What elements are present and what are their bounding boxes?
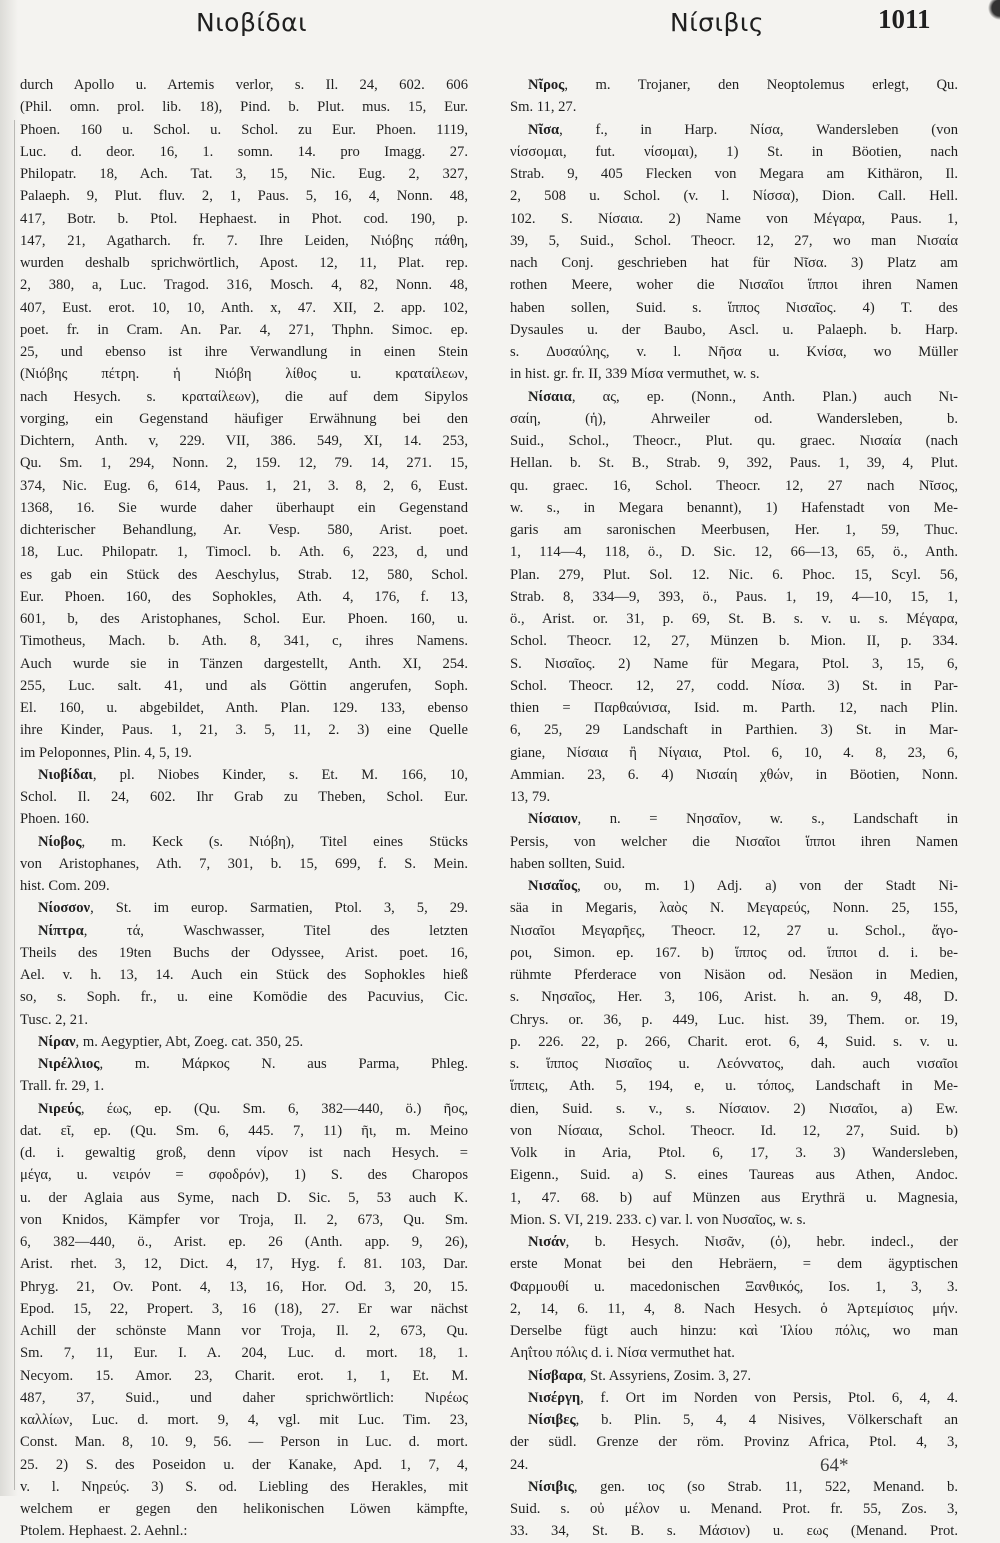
page-edge-shadow (0, 0, 18, 1496)
text-line (510, 230, 958, 252)
line-text: Νισαῖοι Μεγαρῆες, Theocr. 12, 27 u. Schol., ἄγο- (510, 922, 958, 939)
line-text: (Νιόβης πέτρη. ἡ Νιόβη λίθος u. κραταίλεων, (20, 366, 468, 383)
text-line (510, 1098, 958, 1120)
entry-headword: Νίοσσον (38, 900, 91, 917)
entry-first-line (510, 1365, 958, 1387)
entry-headword: Νίσιβις (528, 1478, 574, 1495)
line-text: nach Conj. geschrieben hat für Νῖσα. 3) Platz am (510, 255, 958, 271)
line-text: Eigenn., Suid. a) S. eines Taureas aus Athen, Andoc. (510, 1167, 958, 1184)
entry-first-line (20, 1031, 468, 1053)
text-line (510, 408, 958, 430)
line-text: , ας, ep. (Nonn., Anth. Plan.) auch Νι- (571, 388, 958, 405)
text-line (510, 452, 958, 474)
line-text: Suid., Schol., Theocr., Plut. qu. graec. Νισαία (nach (510, 433, 958, 449)
text-line (510, 497, 958, 519)
line-text: w. s., in Megara benannt), 1) Hafenstadt von Me- (510, 499, 958, 516)
line-text: , m. Trojaner, den Neoptolemus erlegt, Qu. (564, 77, 958, 93)
text-line (510, 1120, 958, 1142)
line-text: in hist. gr. fr. II, 339 Μίσα vermuthet, w. s. (510, 366, 760, 383)
text-line (510, 163, 958, 185)
line-text: S. Νισαῖος. 2) Name für Megara, Ptol. 3, 15, 6, (510, 655, 958, 672)
entry-headword: Νῖρος (528, 77, 565, 93)
text-line (20, 497, 468, 519)
line-text: Volk in Aria, Ptol. 6, 17, 3. 3) Wandersleben, (510, 1145, 958, 1161)
line-text: , ου, m. 1) Adj. a) von der Stadt Ni- (577, 878, 958, 894)
text-line (20, 1187, 468, 1209)
text-line (20, 630, 468, 652)
text-line (510, 185, 958, 207)
entry-headword: Νισάν (528, 1234, 566, 1250)
text-line (510, 920, 958, 942)
entry-headword: Νίσβαρα (528, 1367, 583, 1384)
line-text: 1, 47. 68. b) auf Münzen aus Erythrä u. Magnesia, (510, 1189, 958, 1206)
line-text: Phryg. 21, Ov. Pont. 4, 13, 16, Hor. Od. 3, 20, 15. (20, 1278, 468, 1295)
line-text: 24. (510, 1456, 529, 1473)
line-text: Palaeph. 9, Plut. fluv. 2, 1, Paus. 5, 16, 4, Nonn. 48, (20, 188, 468, 205)
text-line (510, 675, 958, 697)
entry-headword: Νιρεύς (38, 1100, 81, 1117)
text-line (20, 74, 468, 96)
line-text: , gen. ιος (so Strab. 11, 522, Menand. b. (573, 1478, 958, 1495)
line-text: Necyom. 15. Amor. 23, Charit. erot. 1, 1, Et. M. (20, 1367, 468, 1384)
text-line (510, 475, 958, 497)
text-line (20, 1142, 468, 1164)
line-text: der südl. Grenze der röm. Provinz Africa, Ptol. 4, 3, (510, 1434, 958, 1451)
text-line (510, 1498, 958, 1520)
line-text: Const. Man. 8, 10. 9, 56. — Person in Luc. d. mort. (20, 1434, 468, 1451)
line-text: 18, Luc. Philopatr. 1, Timocl. b. Ath. 6, 223, d, und (20, 544, 468, 561)
entry-first-line (510, 875, 958, 897)
text-line (20, 1365, 468, 1387)
line-text: dat. εῖ, ep. (Qu. Sm. 6, 445. 7, 11) ῆι, m. Meino (20, 1122, 468, 1139)
entry-first-line (510, 119, 958, 141)
line-text: 25. 2) S. des Poseidon u. der Kanake, Apd. 1, 7, 4, (20, 1456, 468, 1473)
text-line (20, 786, 468, 808)
text-line (20, 697, 468, 719)
text-line (20, 274, 468, 296)
text-line (20, 942, 468, 964)
text-line (510, 541, 958, 563)
entry-headword: Νίπτρα (38, 922, 84, 939)
line-text: giane, Νίσαια ἢ Νίγαια, Ptol. 6, 10, 4. 8, 23, 6, (510, 744, 958, 761)
line-text: Αηΐτου πόλις d. i. Νίσα vermuthet hat. (510, 1345, 735, 1362)
text-line (20, 163, 468, 185)
text-line (510, 274, 958, 296)
entry-first-line (510, 1476, 958, 1498)
text-line (20, 742, 468, 764)
line-text: νίσσομαι, fut. νίσομαι), 1) St. in Böotien, nach (510, 143, 958, 160)
text-line (20, 386, 468, 408)
line-text: , f. Ort im Norden von Persis, Ptol. 6, 4, 4. (580, 1389, 958, 1406)
text-line (510, 1454, 958, 1476)
text-line (20, 1075, 468, 1097)
line-text: 417, Botr. b. Ptol. Hephaest. in Phot. cod. 190, p. (20, 210, 468, 227)
entry-headword: Νίσαιον (528, 811, 578, 828)
line-text: Theils des 19ten Buchs der Odyssee, Arist. poet. 16, (20, 944, 468, 961)
line-text: μέγα, u. νειρόν = σφοδρόν), 1) S. des Charopos (20, 1167, 468, 1184)
text-line (20, 1520, 468, 1542)
text-line (20, 185, 468, 207)
text-line (510, 853, 958, 875)
line-text: (Phil. omn. prol. lib. 18), Pind. b. Plut. mus. 15, Eur. (20, 99, 468, 116)
line-text: Achill der schönste Mann vor Troja, Il. 2, 673, Qu. (20, 1323, 468, 1339)
line-text: so, s. Soph. fr., u. eine Komödie des Pacuvius, Cic. (20, 989, 468, 1006)
text-line (20, 363, 468, 385)
line-text: , έως, ep. (Qu. Sm. 6, 382—440, ö.) ῆος, (80, 1100, 468, 1117)
line-text: s. ἵππος Νισαῖος u. Λεόννατος, dah. auch νισαῖοι (510, 1056, 958, 1072)
line-text: , m. Aegyptier, Abt, Zoeg. cat. 350, 25. (75, 1033, 304, 1050)
text-line (510, 1431, 958, 1453)
line-text: 1, 114—4, 118, ö., D. Sic. 12, 66—13, 65, ö., Anth. (510, 544, 958, 561)
line-text: Φαρμουθί u. macedonischen Ξανθικός, Ios. 1, 3, 3. (510, 1278, 958, 1295)
line-text: 2, 14, 6. 11, 4, 8. Nach Hesych. ὁ Ἀρτεμίσιος μήν. (510, 1300, 958, 1317)
text-line (20, 1009, 468, 1031)
text-line (20, 1342, 468, 1364)
text-line (510, 1187, 958, 1209)
line-text: ö., Arist. or. 31, p. 69, St. B. s. v. u. s. Μέγαρα, (510, 611, 958, 627)
text-line (20, 1454, 468, 1476)
entry-first-line (20, 920, 468, 942)
text-line (20, 964, 468, 986)
line-text: v. l. Νηρεύς. 3) S. od. Liebling des Herakles, mit (20, 1478, 468, 1495)
line-text: Luc. d. deor. 16, 1. somn. 14. pro Imagg. 27. (20, 143, 468, 160)
line-text: Philopatr. 18, Ach. Tat. 3, 15, Nic. Eug. 2, 327, (20, 166, 468, 182)
text-line (20, 608, 468, 630)
line-text: , τά, Waschwasser, Titel des letzten (83, 922, 468, 939)
line-text: Qu. Sm. 1, 294, Nonn. 2, 159. 12, 79. 14, 271. 15, (20, 455, 468, 472)
line-text: im Peloponnes, Plin. 4, 5, 19. (20, 744, 192, 761)
text-line (510, 719, 958, 741)
text-line (510, 764, 958, 786)
entry-headword: Νῖσα (528, 121, 560, 138)
line-text: , St. im europ. Sarmatien, Ptol. 3, 5, 29. (90, 900, 468, 917)
line-text: Hellan. b. St. B., Strab. 9, 392, Paus. 1, 39, 4, Plut. (510, 455, 958, 472)
text-line (20, 875, 468, 897)
entry-first-line (510, 808, 958, 830)
text-line (510, 742, 958, 764)
line-text: 1368, 16. Sie wurde daher überhaupt ein Gegenstand (20, 499, 468, 516)
text-line (20, 341, 468, 363)
line-text: , m. Μάρκος Ν. aus Parma, Phleg. (99, 1056, 468, 1072)
line-text: ροι, Simon. ep. 167. b) ἵππος od. ἵπποι d. i. be- (510, 944, 958, 961)
text-line (510, 141, 958, 163)
text-line (510, 1075, 958, 1097)
line-text: Plan. 279, Plut. Sol. 12. Nic. 6. Phoc. 15, Scyl. 56, (510, 566, 958, 583)
line-text: u. der Aglaia aus Syme, nach D. Sic. 5, 53 auch K. (20, 1189, 468, 1206)
text-line (510, 519, 958, 541)
line-text: Persis, von welcher die Νισαῖοι ἵπποι ihren Namen (510, 833, 958, 850)
line-text: Dysaules u. der Baubo, Ascl. u. Palaeph. b. Harp. (510, 321, 958, 338)
line-text: von Aristophanes, Ath. 7, 301, b. 15, 699, f. S. Mein. (20, 855, 468, 872)
line-text: 6, 25, 29 Landschaft in Parthien. 3) St. in Mar- (510, 722, 958, 739)
line-text: , b. Plin. 5, 4, 4 Nisives, Völkerschaft an (575, 1412, 958, 1428)
text-line (510, 363, 958, 385)
line-text: 2, 380, a, Luc. Tragod. 316, Mosch. 4, 82, Nonn. 48, (20, 277, 468, 294)
line-text: Phoen. 160 u. Schol. u. Schol. zu Eur. Phoen. 1119, (20, 121, 468, 138)
running-head-left: Νιοβίδαι (196, 8, 308, 37)
line-text: Trall. fr. 29, 1. (20, 1078, 105, 1095)
text-line (20, 1231, 468, 1253)
text-line (20, 430, 468, 452)
entry-headword: Νιοβίδαι (38, 766, 93, 783)
entry-first-line (20, 831, 468, 853)
line-text: Schol. Theocr. 12, 27, Münzen b. Mion. II, p. 334. (510, 633, 958, 650)
text-line (20, 297, 468, 319)
entry-first-line (20, 897, 468, 919)
line-text: Sm. 7, 11, Eur. I. A. 204, Luc. d. mort. 18, 1. (20, 1345, 468, 1362)
line-text: Auch wurde sie in Tänzen dargestellt, Anth. XI, 254. (20, 655, 468, 672)
text-line (510, 942, 958, 964)
text-line (510, 964, 958, 986)
line-text: Timotheus, Mach. b. Ath. 8, 341, c, ihres Namens. (20, 633, 468, 650)
line-text: , b. Hesych. Νισᾶν, (ὁ), hebr. indecl., der (565, 1234, 958, 1250)
line-text: 407, Eust. erot. 10, 10, Anth. x, 47. XII, 2. app. 102, (20, 299, 468, 316)
line-text: poet. fr. in Cram. An. Par. 4, 271, Thphn. Simoc. ep. (20, 321, 468, 338)
line-text: , m. Keck (s. Νιόβη), Titel eines Stücks (81, 833, 468, 850)
line-text: welchem er gegen den helikonischen Löwen kämpfte, (20, 1501, 468, 1517)
page-corner-mark (986, 0, 1000, 40)
text-line (20, 1387, 468, 1409)
entry-headword: Νίσαια (528, 388, 572, 405)
text-line (20, 408, 468, 430)
line-text: (d. i. gewaltig groß, denn νίρον ist nach Hesych. = (20, 1145, 468, 1161)
text-line (20, 675, 468, 697)
line-text: vorging, ein Gegenstand häufiger Erwähnung bei den (20, 410, 468, 427)
text-line (20, 1476, 468, 1498)
text-line (510, 1209, 958, 1231)
line-text: Ammian. 23, 6. 4) Νισαίη χθών, in Böotien, Nonn. (510, 766, 958, 783)
text-line (510, 897, 958, 919)
text-line (510, 1164, 958, 1186)
text-line (510, 1053, 958, 1075)
text-line (510, 653, 958, 675)
text-line (20, 230, 468, 252)
line-text: rothen Meere, woher die Νισαῖοι ἵπποι ihren Namen (510, 277, 958, 294)
line-text: , n. = Νησαῖον, w. s., Landschaft in (577, 811, 958, 828)
text-line (20, 1431, 468, 1453)
line-text: 374, Nic. Eug. 6, 614, Paus. 1, 21, 3. 8, 2, 6, Eust. (20, 477, 468, 494)
line-text: haben sollen, Suid. s. ἵππος Νισαῖος. 4) T. des (510, 299, 958, 316)
text-line (20, 119, 468, 141)
text-line (20, 653, 468, 675)
text-line (510, 1253, 958, 1275)
entry-first-line (20, 764, 468, 786)
text-line (510, 786, 958, 808)
running-head-right: Νίσιβις (670, 8, 765, 37)
line-text: von Knidos, Kämpfer vor Troja, Il. 2, 673, Qu. Sm. (20, 1211, 468, 1228)
line-text: säa in Megaris, λαὸς Ν. Μεγαρεύς, Nonn. 25, 155, (510, 900, 958, 917)
entry-first-line (20, 1098, 468, 1120)
line-text: 487, 37, Suid., und daher sprichwörtlich: Νιρέως (20, 1389, 468, 1406)
entry-headword: Νισέργη (528, 1389, 581, 1406)
line-text: Ael. v. h. 13, 14. Auch ein Stück des Sophokles hieß (20, 967, 468, 983)
text-line (510, 430, 958, 452)
text-line (510, 1142, 958, 1164)
text-line (20, 452, 468, 474)
entry-headword: Νίσιβες (528, 1412, 576, 1428)
text-line (20, 1253, 468, 1275)
line-text: ihre Kinder, Paus. 1, 21, 3. 5, 11, 2. 3) eine Quelle (20, 722, 468, 739)
line-text: καλλίων, Luc. d. mort. 9, 4, vgl. mit Luc. Tim. 23, (20, 1412, 468, 1428)
line-text: Suid. s. οὐ μέλον u. Menand. Prot. fr. 55, Zos. 3, (510, 1501, 958, 1517)
entry-first-line (20, 1053, 468, 1075)
line-text: garis am saronischen Meerbusen, Her. 1, 59, Thuc. (510, 522, 958, 538)
text-line (20, 208, 468, 230)
text-line (510, 96, 958, 118)
entry-headword: Νίοβος (38, 833, 82, 850)
line-text: rühmte Pferderace von Nisäon od. Nesäon in Medien, (510, 967, 958, 983)
line-text: Ptolem. Hephaest. 2. Aehnl.: (20, 1523, 188, 1540)
line-text: Epod. 15, 22, Propert. 3, 16 (18), 27. Er war nächst (20, 1300, 468, 1317)
text-line (510, 1342, 958, 1364)
text-line (510, 1520, 958, 1542)
text-line (20, 1298, 468, 1320)
line-text: Mion. S. VI, 219. 233. c) var. l. von Νυσαῖος, w. s. (510, 1211, 806, 1228)
page-number: 1011 (878, 4, 931, 34)
text-line (510, 208, 958, 230)
line-text: 39, 5, Suid., Schol. Theocr. 12, 27, wo man Νισαία (510, 232, 958, 249)
line-text: 2, 508 u. Schol. (v. l. Νίσσα), Dion. Call. Hell. (510, 188, 958, 205)
entry-headword: Νιρέλλιος (38, 1056, 100, 1072)
text-line (510, 697, 958, 719)
text-line (510, 1298, 958, 1320)
text-line (20, 1409, 468, 1431)
line-text: nach Hesych. s. κραταίλεων), die auf dem Sipylos (20, 388, 468, 405)
text-line (510, 297, 958, 319)
text-line (510, 564, 958, 586)
line-text: Chrys. or. 36, p. 449, Luc. hist. 39, Them. or. 19, (510, 1011, 958, 1028)
entry-first-line (510, 386, 958, 408)
text-line (20, 519, 468, 541)
text-line (20, 808, 468, 830)
line-text: Eur. Phoen. 160, des Sophokles, Ath. 4, 176, f. 13, (20, 588, 468, 605)
line-text: s. Νησαῖος, Her. 3, 106, Arist. h. an. 9, 48, D. (510, 989, 958, 1006)
entry-first-line (510, 1231, 958, 1253)
entry-headword: Νισαῖος (528, 878, 578, 894)
text-line (20, 1164, 468, 1186)
line-text: thien = Παρθαύνισα, Isid. m. Parth. 12, nach Plin. (510, 700, 958, 716)
line-text: 147, 21, Agatharch. fr. 7. Ihre Leiden, Νιόβης πάθη, (20, 232, 468, 249)
line-text: durch Apollo u. Artemis verlor, s. Il. 24, 602. 606 (20, 77, 468, 93)
text-line (510, 1320, 958, 1342)
line-text: Derselbe fügt auch hinzu: καὶ Ἰλίου πόλις, wo man (510, 1323, 958, 1339)
line-text: Strab. 9, 405 Flecken von Megara am Kithäron, Il. (510, 166, 958, 182)
text-line (20, 586, 468, 608)
text-line (20, 1320, 468, 1342)
text-line (20, 986, 468, 1008)
line-text: 102. S. Νίσαια. 2) Name von Μέγαρα, Paus. 1, (510, 210, 958, 227)
text-line (510, 1009, 958, 1031)
text-line (20, 1276, 468, 1298)
line-text: El. 160, u. abgebildet, Anth. Plan. 129. 133, ebenso (20, 700, 468, 716)
line-text: 6, 382—440, ö., Arist. ep. 26 (Anth. app. 9, 26), (20, 1234, 468, 1250)
line-text: Phoen. 160. (20, 811, 90, 828)
line-text: p. 226. 22, p. 266, Charit. erot. 6, 4, Suid. s. v. u. (510, 1033, 958, 1050)
binding-gutter-line (14, 120, 15, 1490)
line-text: dichterischer Behandlung, Ar. Vesp. 580, Arist. poet. (20, 522, 468, 538)
line-text: s. Δυσαύλης, v. l. Νῆσα u. Κνίσα, wo Müller (510, 344, 958, 360)
text-line (510, 1031, 958, 1053)
line-text: von Νίσαια, Schol. Theocr. Id. 12, 27, Suid. b) (510, 1122, 958, 1139)
text-line (20, 141, 468, 163)
text-line (20, 1209, 468, 1231)
line-text: 33. 34, St. B. s. Μάσιον) u. εως (Menand. Prot. (510, 1523, 958, 1540)
text-line (510, 252, 958, 274)
line-text: es gab ein Stück des Aeschylus, Strab. 12, 580, Schol. (20, 566, 468, 583)
right-column (510, 74, 958, 1543)
text-line (510, 986, 958, 1008)
text-line (20, 541, 468, 563)
line-text: , St. Assyriens, Zosim. 3, 27. (582, 1367, 752, 1384)
line-text: 601, b, des Aristophanes, Schol. Eur. Phoen. 160, u. (20, 611, 468, 627)
signature-mark: 64* (820, 1455, 849, 1476)
line-text: haben sollten, Suid. (510, 855, 626, 872)
text-line (510, 319, 958, 341)
line-text: Schol. Il. 24, 602. Ihr Grab zu Theben, Schol. Eur. (20, 789, 468, 805)
line-text: wurden deshalb sprichwörtlich, Apost. 12, 11, Plat. rep. (20, 255, 468, 271)
text-line (510, 630, 958, 652)
line-text: ἵππεις, Ath. 5, 194, e, u. τόπος, Landschaft in Me- (510, 1078, 958, 1095)
line-text: σαίη, (ἡ), Ahrweiler od. Wandersleben, b. (510, 410, 958, 427)
line-text: Schol. Theocr. 12, 27, codd. Νίσα. 3) St. in Par- (510, 677, 958, 694)
text-line (20, 1498, 468, 1520)
line-text: Arist. rhet. 3, 12, Dict. 4, 17, Hyg. f. 81. 103, Dar. (20, 1256, 468, 1273)
text-line (510, 341, 958, 363)
text-line (20, 719, 468, 741)
line-text: Sm. 11, 27. (510, 99, 577, 116)
line-text: Strab. 8, 334—9, 393, ö., Paus. 1, 19, 4—10, 15, 1, (510, 588, 958, 605)
text-line (20, 475, 468, 497)
text-line (510, 1276, 958, 1298)
line-text: 255, Luc. salt. 41, und als Göttin angerufen, Soph. (20, 677, 468, 694)
text-line (510, 831, 958, 853)
line-text: Dichtern, Anth. v, 229. VII, 386. 549, XI, 14. 253, (20, 433, 468, 449)
line-text: , f., in Harp. Νίσα, Wandersleben (von (559, 121, 958, 138)
line-text: Tusc. 2, 21. (20, 1011, 88, 1028)
entry-first-line (510, 1387, 958, 1409)
line-text: dien, Suid. s. v., s. Νίσαιον. 2) Νισαῖοι, a) Ew. (510, 1100, 958, 1117)
line-text: , pl. Niobes Kinder, s. Et. M. 166, 10, (92, 766, 468, 783)
text-line (20, 564, 468, 586)
text-line (510, 608, 958, 630)
line-text: 25, und ebenso ist ihre Verwandlung in einen Stein (20, 344, 468, 360)
text-line (20, 319, 468, 341)
text-line (20, 1120, 468, 1142)
entry-first-line (510, 1409, 958, 1431)
text-line (20, 853, 468, 875)
left-column (20, 74, 468, 1543)
text-line (510, 586, 958, 608)
line-text: erste Monat bei den Hebräern, = dem ägyptischen (510, 1256, 958, 1273)
line-text: hist. Com. 209. (20, 878, 110, 894)
entry-headword: Νίραν (38, 1033, 76, 1050)
text-line (20, 96, 468, 118)
line-text: 13, 79. (510, 789, 551, 805)
text-line (20, 252, 468, 274)
line-text: qu. graec. 16, Schol. Theocr. 12, 27 nach Νῖσος, (510, 477, 958, 494)
entry-first-line (510, 74, 958, 96)
